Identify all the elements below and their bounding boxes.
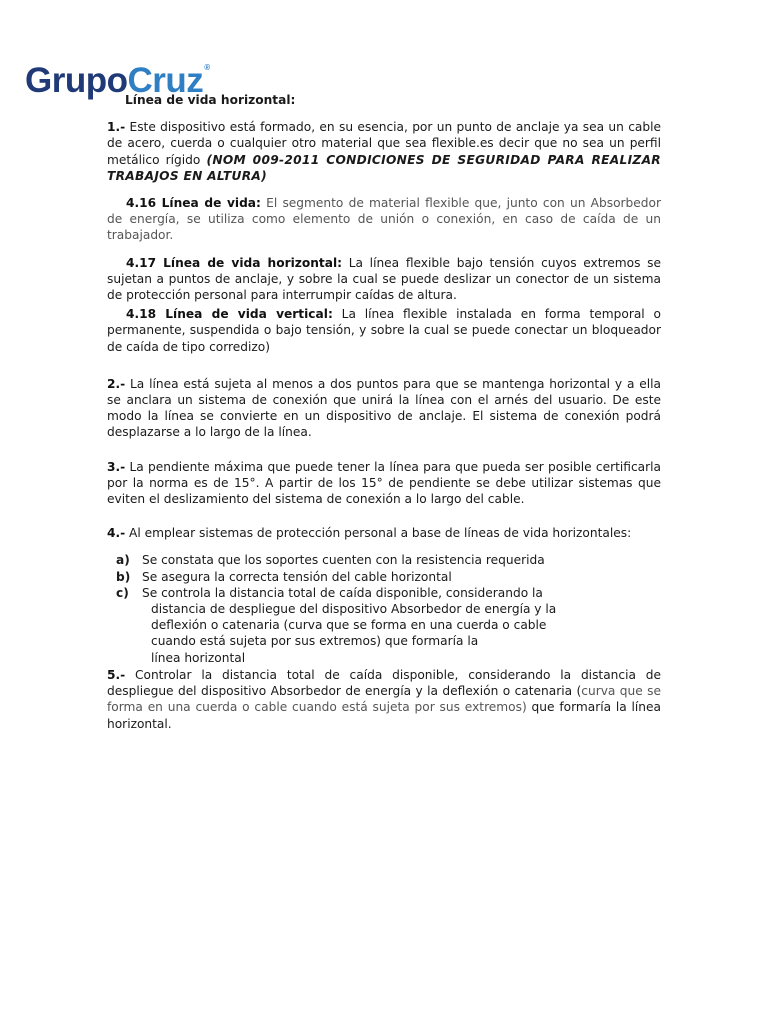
list-item [116, 552, 661, 568]
list-item-continuation: distancia de despliegue del dispositivo Absorbedor de energía y la [151, 602, 557, 617]
nom-reference: (NOM 009-2011 CONDICIONES DE SEGURIDAD PARA REALIZAR TRABAJOS EN ALTURA) [107, 152, 661, 183]
list-item-text: Se asegura la correcta tensión del cable horizontal [142, 569, 452, 584]
document-title: Línea de vida horizontal: [125, 93, 296, 107]
paragraph-4-text: Al emplear sistemas de protección personal a base de líneas de vida horizontales: [125, 526, 632, 541]
list-item [116, 569, 661, 585]
logo-part-1: Grupo [25, 61, 128, 100]
paragraph-4 [107, 525, 661, 541]
paragraph-3-number: 3.- [107, 459, 126, 474]
definition-4-18 [107, 306, 661, 355]
definition-4-18-text: La línea flexible instalada en forma temporal o permanente, suspendida o bajo tensión, y sobre la cual se puede conectar un bloqueador de caída de tipo corredizo) [107, 307, 661, 354]
definition-4-16 [107, 195, 661, 244]
paragraph-5 [107, 667, 661, 732]
paragraph-1-text: Este dispositivo está formado, en su esencia, por un punto de anclaje ya sea un cable de acero, cuerda o cualquier otro material que sea flexible.es decir que no sea un perfil metálico rígido [107, 120, 661, 167]
list-item-text: Se constata que los soportes cuenten con la resistencia requerida [142, 553, 545, 568]
definition-4-17-text: La línea flexible bajo tensión cuyos extremos se sujetan a puntos de anclaje, y sobre la cual se puede deslizar un conector de un sistema de protección personal para interrumpir caídas de altura. [107, 255, 661, 303]
definition-4-18-label: 4.18 Línea de vida vertical: [126, 307, 333, 322]
logo-part-2: Cruz [127, 61, 204, 100]
list-item-continuation: deflexión o catenaria (curva que se forma en una cuerda o cable [151, 618, 547, 633]
paragraph-5-number: 5.- [107, 667, 126, 682]
document-body [107, 92, 661, 732]
paragraph-2 [107, 376, 661, 441]
paragraph-3-text: La pendiente máxima que puede tener la línea para que pueda ser posible certificarla por la norma es de 15°. A partir de los 15° de pendiente se debe utilizar sistemas que eviten el deslizamiento del sistema de conexión a lo largo del cable. [107, 459, 661, 507]
paragraph-2-number: 2.- [107, 376, 126, 391]
definition-4-16-text: El segmento de material flexible que, junto con un Absorbedor de energía, se utiliza como elemento de unión o conexión, en caso de caída de un trabajador. [107, 196, 661, 243]
registered-mark: ® [204, 63, 210, 72]
paragraph-5-text-b: que formaría la línea horizontal. [107, 700, 661, 731]
definition-4-16-label: 4.16 Línea de vida: [126, 196, 261, 211]
list-item-continuation: cuando está sujeta por sus extremos) que formaría la [151, 634, 479, 649]
definition-4-17-label: 4.17 Línea de vida horizontal: [126, 255, 343, 270]
measures-list [116, 552, 661, 665]
paragraph-5-text-a: Controlar la distancia total de caída disponible, considerando la distancia de despliegue del dispositivo Absorbedor de energía y la deflexión o catenaria ( [107, 667, 661, 699]
paragraph-3 [107, 459, 661, 508]
list-item-text: Se controla la distancia total de caída disponible, considerando la [142, 585, 543, 600]
paragraph-5-text-gray: curva que se forma en una cuerda o cable cuando está sujeta por sus extremos) [107, 684, 661, 715]
list-marker: a) [116, 553, 130, 568]
list-marker: b) [116, 569, 131, 584]
paragraph-1-number: 1.- [107, 120, 126, 135]
paragraph-2-text: La línea está sujeta al menos a dos puntos para que se mantenga horizontal y a ella se anclara un sistema de conexión que unirá la línea con el arnés del usuario. De este modo la línea se convierte en un dispositivo de anclaje. El sistema de conexión podrá desplazarse a lo largo de la línea. [107, 376, 661, 440]
paragraph-1 [107, 119, 661, 184]
paragraph-4-number: 4.- [107, 526, 126, 541]
list-item [116, 585, 661, 666]
list-item-continuation: línea horizontal [151, 650, 246, 665]
definition-4-17 [107, 255, 661, 304]
list-marker: c) [116, 585, 129, 600]
